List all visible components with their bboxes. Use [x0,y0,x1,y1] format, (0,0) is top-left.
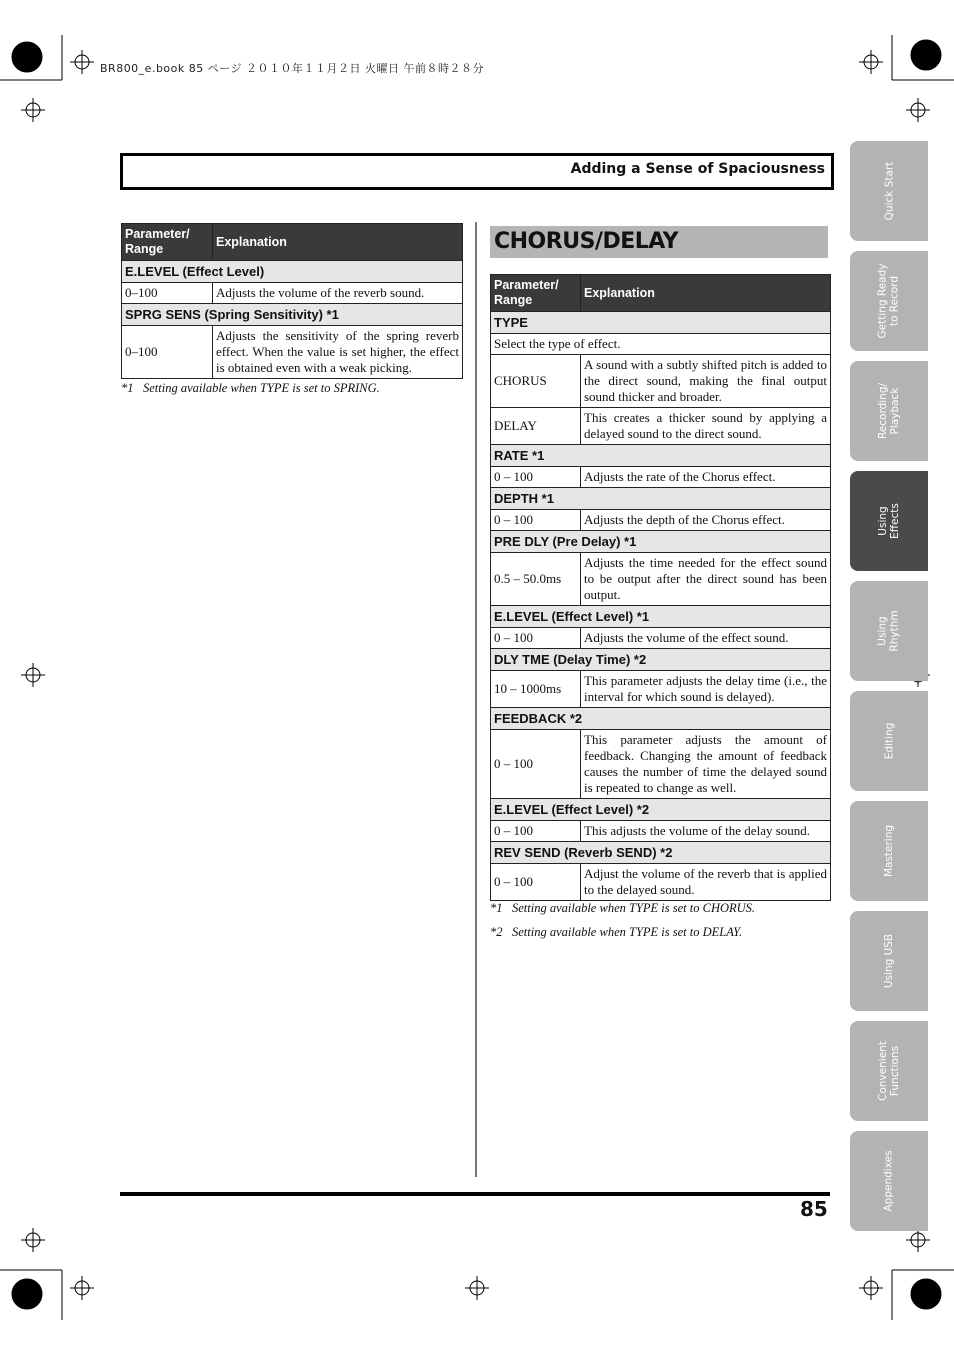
table-row [491,510,831,531]
section-header [120,153,834,190]
table-row [491,671,831,708]
chapter-tab-label: Quick Start [883,161,895,221]
parameter-row [491,708,831,730]
page-number: 85 [800,1197,828,1221]
chapter-tab-label: Editing [882,722,895,760]
parameter-name: E.LEVEL (Effect Level) *1 [491,606,831,628]
header-param-range [491,275,581,312]
parameter-row [122,261,463,283]
chapter-tab[interactable] [850,361,928,461]
explanation-cell: Adjusts the time needed for the effect sound to be output after the direct sound has been output. [581,553,831,606]
right-footnote-2 [490,925,742,940]
chapter-tab-label: Using Effects [876,503,901,539]
explanation-cell: Adjust the volume of the reverb that is applied to the delayed sound. [581,864,831,901]
chapter-tab[interactable] [850,251,928,351]
range-cell: 0 – 100 [491,730,581,799]
parameter-name: DEPTH *1 [491,488,831,510]
header-param-range [122,224,213,261]
range-cell: 0 – 100 [491,821,581,842]
print-header: BR800_e.book 85 ページ ２０１０年１１月２日 火曜日 午前８時２８分 [100,62,485,75]
range-cell: 0 – 100 [491,510,581,531]
table-row [491,864,831,901]
range-cell: 0–100 [122,326,213,379]
table-row [491,355,831,408]
chapter-tab[interactable] [850,141,928,241]
chapter-tab[interactable] [850,581,928,681]
parameter-row [491,445,831,467]
parameter-row [491,606,831,628]
chapter-tab[interactable] [850,691,928,791]
chapter-tab-label: Using Rhythm [876,610,901,652]
header-line: Parameter/ [125,227,190,241]
parameter-name: DLY TME (Delay Time) *2 [491,649,831,671]
explanation-cell: This parameter adjusts the delay time (i.e., the interval for which sound is delayed). [581,671,831,708]
range-cell: 0.5 – 50.0ms [491,553,581,606]
footnote-text: Setting available when TYPE is set to SPRING. [143,381,380,395]
parameter-row [122,304,463,326]
parameter-name: RATE *1 [491,445,831,467]
parameter-name: E.LEVEL (Effect Level) [122,261,463,283]
chapter-tab-label: Convenient Functions [876,1041,901,1101]
chapter-tab[interactable] [850,471,928,571]
chorus-delay-title: CHORUS/DELAY [494,229,679,254]
explanation-cell: Adjusts the rate of the Chorus effect. [581,467,831,488]
chapter-tab-label: Appendixes [883,1150,895,1212]
chorus-delay-parameter-table [490,274,831,901]
explanation-cell: Adjusts the volume of the reverb sound. [213,283,463,304]
table-row [491,408,831,445]
table-row [491,334,831,355]
parameter-name: REV SEND (Reverb SEND) *2 [491,842,831,864]
range-cell: 0 – 100 [491,467,581,488]
table-row [491,730,831,799]
table-row [491,821,831,842]
range-cell: CHORUS [491,355,581,408]
range-cell: 0 – 100 [491,864,581,901]
left-footnote-1 [121,381,380,396]
footnote-text: Setting available when TYPE is set to CHORUS. [512,901,756,915]
parameter-name: PRE DLY (Pre Delay) *1 [491,531,831,553]
explanation-cell: This parameter adjusts the amount of feedback. Changing the amount of feedback causes the number of time the delayed sound is repeated to change as well. [581,730,831,799]
header-explanation: Explanation [213,224,463,261]
footnote-mark: *2 [490,925,503,939]
header-explanation: Explanation [581,275,831,312]
right-footnote-1 [490,901,755,916]
header-line: Range [494,293,533,307]
reverb-parameter-table [121,223,463,379]
chapter-tab-label: Mastering [882,824,895,878]
chapter-tab[interactable] [850,1021,928,1121]
chapter-tab[interactable] [850,911,928,1011]
chapter-tab-label: Recording/ Playback [877,382,901,440]
header-line: Parameter/ [494,278,559,292]
parameter-name: E.LEVEL (Effect Level) *2 [491,799,831,821]
range-cell: 10 – 1000ms [491,671,581,708]
explanation-cell: Adjusts the volume of the effect sound. [581,628,831,649]
range-cell: 0 – 100 [491,628,581,649]
table-row [491,467,831,488]
parameter-row [491,842,831,864]
chapter-tab[interactable] [850,801,928,901]
parameter-row [491,799,831,821]
footnote-mark: *1 [490,901,503,915]
explanation-cell: This creates a thicker sound by applying a delayed sound to the direct sound. [581,408,831,445]
parameter-row [491,531,831,553]
explanation-cell: Adjusts the sensitivity of the spring reverb effect. When the value is set higher, the effect is obtained even with a weak picking. [213,326,463,379]
parameter-row [491,649,831,671]
description-cell: Select the type of effect. [491,334,831,355]
bottom-rule [120,1192,830,1196]
section-title: Adding a Sense of Spaciousness [570,161,825,177]
chorus-delay-title-bar [490,226,828,258]
chapter-tab-label: Using USB [882,933,895,989]
parameter-name: FEEDBACK *2 [491,708,831,730]
table-row [491,553,831,606]
table-row [491,628,831,649]
explanation-cell: This adjusts the volume of the delay sound. [581,821,831,842]
column-divider [475,222,477,1177]
footnote-text: Setting available when TYPE is set to DELAY. [512,925,743,939]
footnote-mark: *1 [121,381,134,395]
header-line: Range [125,242,164,256]
table-row [122,326,463,379]
explanation-cell: Adjusts the depth of the Chorus effect. [581,510,831,531]
range-cell: DELAY [491,408,581,445]
range-cell: 0–100 [122,283,213,304]
parameter-name: SPRG SENS (Spring Sensitivity) *1 [122,304,463,326]
explanation-cell: A sound with a subtly shifted pitch is added to the direct sound, making the final output sound thicker and broader. [581,355,831,408]
chapter-tab-label: Getting Ready to Record [876,263,901,339]
parameter-name: TYPE [491,312,831,334]
parameter-row [491,488,831,510]
parameter-row [491,312,831,334]
chapter-tab[interactable] [850,1131,928,1231]
table-row [122,283,463,304]
